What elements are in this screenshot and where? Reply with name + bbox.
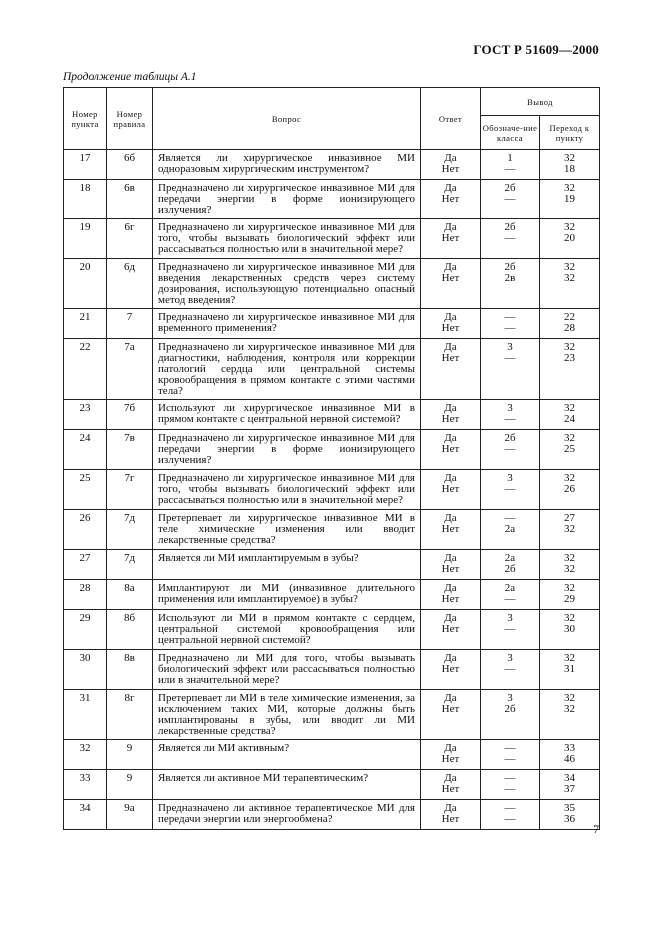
class-designation-value: 2а bbox=[504, 581, 516, 594]
go-to-item-cell bbox=[540, 150, 600, 180]
answer-cell bbox=[421, 509, 481, 549]
go-to-item-value: 32 bbox=[564, 551, 575, 564]
answer-value: Да bbox=[444, 801, 457, 814]
answer-value: Да bbox=[444, 511, 457, 524]
item-number-cell: 20 bbox=[64, 258, 107, 308]
table-row bbox=[64, 739, 600, 769]
class-designation-value: — bbox=[504, 193, 516, 206]
go-to-item-value: 34 bbox=[564, 771, 575, 784]
go-to-item-cell bbox=[540, 429, 600, 469]
item-number-cell: 27 bbox=[64, 549, 107, 579]
class-designation-value: — bbox=[504, 412, 516, 425]
answer-cell bbox=[421, 180, 481, 219]
go-to-item-value: 32 bbox=[564, 401, 575, 414]
table-row bbox=[64, 769, 600, 799]
go-to-item-value: 32 bbox=[564, 562, 575, 575]
table-row bbox=[64, 180, 600, 219]
rule-number-cell: 7в bbox=[107, 429, 153, 469]
class-designation-cell bbox=[481, 769, 540, 799]
go-to-item-cell bbox=[540, 739, 600, 769]
question-cell: Является ли МИ активным? bbox=[153, 739, 421, 769]
go-to-item-value: 35 bbox=[564, 801, 575, 814]
class-designation-cell bbox=[481, 399, 540, 429]
answer-value: Да bbox=[444, 771, 457, 784]
item-number-cell: 26 bbox=[64, 509, 107, 549]
go-to-item-value: 36 bbox=[564, 812, 575, 825]
go-to-item-value: 32 bbox=[564, 220, 575, 233]
go-to-item-value: 20 bbox=[564, 231, 575, 244]
rule-number-cell: 6б bbox=[107, 150, 153, 180]
class-designation-value: — bbox=[504, 771, 516, 784]
class-designation-value: — bbox=[504, 321, 516, 334]
header-output: Вывод bbox=[481, 88, 600, 116]
go-to-item-value: 29 bbox=[564, 592, 575, 605]
class-designation-value: 2б bbox=[504, 431, 516, 444]
go-to-item-cell bbox=[540, 469, 600, 509]
rule-number-cell: 8а bbox=[107, 579, 153, 609]
answer-value: Да bbox=[444, 182, 457, 194]
class-designation-cell bbox=[481, 218, 540, 258]
class-designation-value: 2б bbox=[504, 220, 516, 233]
go-to-item-value: 18 bbox=[564, 163, 575, 176]
header-rule-number: Номер правила bbox=[107, 88, 153, 150]
table-row bbox=[64, 799, 600, 829]
question-cell: Претерпевает ли МИ в теле химические изменения, за исключением таких МИ, которые должны быть имплантированы в зубы, или вводит ли МИ лекарственные средства? bbox=[153, 689, 421, 739]
answer-value: Да bbox=[444, 340, 457, 353]
class-designation-value: 3 bbox=[507, 691, 513, 704]
class-designation-value: — bbox=[504, 782, 516, 795]
page-number: 7 bbox=[593, 824, 599, 836]
go-to-item-value: 26 bbox=[564, 482, 575, 495]
class-designation-cell bbox=[481, 649, 540, 689]
go-to-item-cell bbox=[540, 218, 600, 258]
go-to-item-value: 32 bbox=[564, 260, 575, 273]
answer-cell bbox=[421, 739, 481, 769]
go-to-item-value: 32 bbox=[564, 581, 575, 594]
answer-value: Нет bbox=[441, 812, 460, 825]
go-to-item-cell bbox=[540, 308, 600, 338]
go-to-item-cell bbox=[540, 689, 600, 739]
class-designation-value: — bbox=[504, 511, 516, 524]
rule-number-cell: 7д bbox=[107, 509, 153, 549]
answer-value: Нет bbox=[441, 482, 460, 495]
table-row bbox=[64, 549, 600, 579]
class-designation-cell bbox=[481, 469, 540, 509]
question-cell: Используют ли МИ в прямом контакте с сердцем, центральной системой кровообращения или центральной нервной системой? bbox=[153, 609, 421, 649]
item-number-cell: 25 bbox=[64, 469, 107, 509]
go-to-item-value: 30 bbox=[564, 622, 575, 635]
answer-cell bbox=[421, 549, 481, 579]
go-to-item-value: 32 bbox=[564, 651, 575, 664]
header-answer: Ответ bbox=[421, 88, 481, 150]
class-designation-value: — bbox=[504, 231, 516, 244]
go-to-item-value: 23 bbox=[564, 351, 575, 364]
go-to-item-value: 31 bbox=[564, 662, 575, 675]
go-to-item-value: 32 bbox=[564, 611, 575, 624]
class-designation-value: — bbox=[504, 741, 516, 754]
class-designation-value: — bbox=[504, 163, 516, 176]
question-cell: Является ли МИ имплантируемым в зубы? bbox=[153, 549, 421, 579]
item-number-cell: 33 bbox=[64, 769, 107, 799]
rule-number-cell: 7 bbox=[107, 308, 153, 338]
class-designation-cell bbox=[481, 689, 540, 739]
item-number-cell: 24 bbox=[64, 429, 107, 469]
answer-value: Да bbox=[444, 471, 457, 484]
table-row bbox=[64, 609, 600, 649]
class-designation-cell bbox=[481, 549, 540, 579]
class-designation-cell bbox=[481, 180, 540, 219]
go-to-item-value: 27 bbox=[564, 511, 575, 524]
class-designation-cell bbox=[481, 739, 540, 769]
rule-number-cell: 6г bbox=[107, 218, 153, 258]
class-designation-value: 3 bbox=[507, 611, 513, 624]
answer-value: Нет bbox=[441, 442, 460, 455]
item-number-cell: 21 bbox=[64, 308, 107, 338]
go-to-item-cell bbox=[540, 649, 600, 689]
class-designation-cell bbox=[481, 799, 540, 829]
class-designation-value: — bbox=[504, 801, 516, 814]
answer-cell bbox=[421, 799, 481, 829]
table-row bbox=[64, 338, 600, 399]
answer-value: Нет bbox=[441, 412, 460, 425]
header-class-designation: Обозначе-ние класса bbox=[481, 116, 540, 150]
answer-cell bbox=[421, 469, 481, 509]
rule-number-cell: 7д bbox=[107, 549, 153, 579]
header-question: Вопрос bbox=[153, 88, 421, 150]
answer-cell bbox=[421, 689, 481, 739]
table-row bbox=[64, 150, 600, 180]
answer-value: Нет bbox=[441, 562, 460, 575]
item-number-cell: 31 bbox=[64, 689, 107, 739]
question-cell: Имплантируют ли МИ (инвазивное длительного применения или имплантируемое) в зубы? bbox=[153, 579, 421, 609]
answer-value: Нет bbox=[441, 592, 460, 605]
answer-value: Нет bbox=[441, 662, 460, 675]
question-cell: Предназначено ли хирургическое инвазивное МИ для того, чтобы вызывать биологический эффект или рассасываться полностью или в значительной мере? bbox=[153, 469, 421, 509]
table-row bbox=[64, 509, 600, 549]
class-designation-cell bbox=[481, 579, 540, 609]
go-to-item-value: 32 bbox=[564, 702, 575, 715]
go-to-item-cell bbox=[540, 549, 600, 579]
class-designation-value: — bbox=[504, 310, 516, 323]
answer-value: Нет bbox=[441, 163, 460, 176]
answer-value: Нет bbox=[441, 193, 460, 206]
go-to-item-cell bbox=[540, 579, 600, 609]
answer-cell bbox=[421, 609, 481, 649]
answer-value: Да bbox=[444, 741, 457, 754]
class-designation-cell bbox=[481, 509, 540, 549]
class-designation-cell bbox=[481, 429, 540, 469]
answer-value: Да bbox=[444, 651, 457, 664]
go-to-item-value: 24 bbox=[564, 412, 575, 425]
answer-cell bbox=[421, 218, 481, 258]
class-designation-value: 3 bbox=[507, 340, 513, 353]
table-continuation-caption: Продолжение таблицы А.1 bbox=[63, 71, 197, 83]
table-body bbox=[64, 150, 600, 830]
table-row bbox=[64, 649, 600, 689]
rule-number-cell: 9 bbox=[107, 739, 153, 769]
answer-value: Да bbox=[444, 431, 457, 444]
item-number-cell: 18 bbox=[64, 180, 107, 219]
answer-value: Нет bbox=[441, 321, 460, 334]
go-to-item-value: 37 bbox=[564, 782, 575, 795]
item-number-cell: 19 bbox=[64, 218, 107, 258]
go-to-item-value: 22 bbox=[564, 310, 575, 323]
table-row bbox=[64, 579, 600, 609]
answer-value: Нет bbox=[441, 752, 460, 765]
go-to-item-value: 32 bbox=[564, 182, 575, 194]
class-designation-value: 2а bbox=[504, 551, 516, 564]
rule-number-cell: 9а bbox=[107, 799, 153, 829]
go-to-item-value: 33 bbox=[564, 741, 575, 754]
answer-cell bbox=[421, 150, 481, 180]
class-designation-value: 3 bbox=[507, 401, 513, 414]
table-row bbox=[64, 469, 600, 509]
go-to-item-cell bbox=[540, 609, 600, 649]
table-row bbox=[64, 399, 600, 429]
item-number-cell: 23 bbox=[64, 399, 107, 429]
class-designation-value: 2б bbox=[504, 260, 516, 273]
table-row bbox=[64, 689, 600, 739]
question-cell: Предназначено ли хирургическое инвазивное МИ для передачи энергии в форме ионизирующего излучения? bbox=[153, 429, 421, 469]
question-cell: Предназначено ли хирургическое инвазивное МИ для введения лекарственных средств через систему дозирования, использующую потенциально опасный метод введения? bbox=[153, 258, 421, 308]
go-to-item-value: 46 bbox=[564, 752, 575, 765]
answer-value: Нет bbox=[441, 522, 460, 535]
item-number-cell: 32 bbox=[64, 739, 107, 769]
table-row bbox=[64, 218, 600, 258]
header-go-to-item: Переход к пункту bbox=[540, 116, 600, 150]
classification-table bbox=[63, 87, 600, 830]
class-designation-value: — bbox=[504, 592, 516, 605]
answer-value: Нет bbox=[441, 622, 460, 635]
answer-value: Нет bbox=[441, 271, 460, 284]
answer-cell bbox=[421, 258, 481, 308]
class-designation-cell bbox=[481, 258, 540, 308]
class-designation-cell bbox=[481, 308, 540, 338]
answer-value: Да bbox=[444, 611, 457, 624]
answer-value: Да bbox=[444, 260, 457, 273]
go-to-item-value: 25 bbox=[564, 442, 575, 455]
header-item-number: Номер пункта bbox=[64, 88, 107, 150]
table-row bbox=[64, 429, 600, 469]
go-to-item-value: 32 bbox=[564, 471, 575, 484]
rule-number-cell: 7г bbox=[107, 469, 153, 509]
question-cell: Предназначено ли МИ для того, чтобы вызывать биологический эффект или рассасываться полностью или в значительной мере? bbox=[153, 649, 421, 689]
rule-number-cell: 8в bbox=[107, 649, 153, 689]
go-to-item-cell bbox=[540, 399, 600, 429]
go-to-item-cell bbox=[540, 338, 600, 399]
class-designation-value: 2б bbox=[504, 562, 516, 575]
go-to-item-value: 32 bbox=[564, 340, 575, 353]
question-cell: Предназначено ли хирургическое инвазивное МИ для диагностики, наблюдения, контроля или коррекции патологий сердца или центральной системы кровообращения в прямом контакте с этими частями тела? bbox=[153, 338, 421, 399]
go-to-item-value: 32 bbox=[564, 691, 575, 704]
class-designation-value: 3 bbox=[507, 651, 513, 664]
answer-value: Да bbox=[444, 152, 457, 164]
question-cell: Предназначено ли хирургическое инвазивное МИ для временного применения? bbox=[153, 308, 421, 338]
answer-value: Нет bbox=[441, 702, 460, 715]
answer-cell bbox=[421, 579, 481, 609]
item-number-cell: 34 bbox=[64, 799, 107, 829]
answer-value: Да bbox=[444, 551, 457, 564]
answer-value: Нет bbox=[441, 351, 460, 364]
document-code: ГОСТ Р 51609—2000 bbox=[473, 42, 599, 57]
table-row bbox=[64, 258, 600, 308]
rule-number-cell: 7а bbox=[107, 338, 153, 399]
class-designation-cell bbox=[481, 338, 540, 399]
class-designation-value: 2в bbox=[504, 271, 516, 284]
class-designation-value: 1 bbox=[507, 152, 513, 164]
class-designation-value: — bbox=[504, 812, 516, 825]
answer-value: Да bbox=[444, 691, 457, 704]
rule-number-cell: 8г bbox=[107, 689, 153, 739]
class-designation-value: — bbox=[504, 442, 516, 455]
question-cell: Используют ли хирургическое инвазивное МИ в прямом контакте с центральной нервной системой? bbox=[153, 399, 421, 429]
answer-cell bbox=[421, 769, 481, 799]
go-to-item-cell bbox=[540, 769, 600, 799]
answer-value: Нет bbox=[441, 782, 460, 795]
item-number-cell: 22 bbox=[64, 338, 107, 399]
rule-number-cell: 8б bbox=[107, 609, 153, 649]
go-to-item-cell bbox=[540, 799, 600, 829]
answer-cell bbox=[421, 429, 481, 469]
class-designation-value: 3 bbox=[507, 471, 513, 484]
question-cell: Предназначено ли хирургическое инвазивное МИ для того, чтобы вызывать биологический эффект или рассасываться полностью или в значительной мере? bbox=[153, 218, 421, 258]
question-cell: Является ли активное МИ терапевтическим? bbox=[153, 769, 421, 799]
item-number-cell: 17 bbox=[64, 150, 107, 180]
go-to-item-cell bbox=[540, 509, 600, 549]
go-to-item-value: 32 bbox=[564, 522, 575, 535]
go-to-item-value: 32 bbox=[564, 431, 575, 444]
answer-cell bbox=[421, 308, 481, 338]
class-designation-value: — bbox=[504, 622, 516, 635]
answer-value: Нет bbox=[441, 231, 460, 244]
class-designation-value: — bbox=[504, 482, 516, 495]
rule-number-cell: 6в bbox=[107, 180, 153, 219]
answer-value: Да bbox=[444, 401, 457, 414]
go-to-item-value: 28 bbox=[564, 321, 575, 334]
item-number-cell: 30 bbox=[64, 649, 107, 689]
go-to-item-cell bbox=[540, 180, 600, 219]
answer-value: Да bbox=[444, 220, 457, 233]
class-designation-cell bbox=[481, 609, 540, 649]
answer-value: Да bbox=[444, 310, 457, 323]
item-number-cell: 28 bbox=[64, 579, 107, 609]
go-to-item-value: 32 bbox=[564, 271, 575, 284]
go-to-item-value: 32 bbox=[564, 152, 575, 164]
question-cell: Предназначено ли хирургическое инвазивное МИ для передачи энергии в форме ионизирующего излучения? bbox=[153, 180, 421, 219]
class-designation-cell bbox=[481, 150, 540, 180]
rule-number-cell: 6д bbox=[107, 258, 153, 308]
class-designation-value: — bbox=[504, 662, 516, 675]
question-cell: Предназначено ли активное терапевтическое МИ для передачи энергии или энергообмена? bbox=[153, 799, 421, 829]
answer-value: Да bbox=[444, 581, 457, 594]
question-cell: Является ли хирургическое инвазивное МИ одноразовым хирургическим инструментом? bbox=[153, 150, 421, 180]
answer-cell bbox=[421, 338, 481, 399]
class-designation-value: — bbox=[504, 752, 516, 765]
item-number-cell: 29 bbox=[64, 609, 107, 649]
class-designation-value: 2б bbox=[504, 702, 516, 715]
answer-cell bbox=[421, 649, 481, 689]
go-to-item-cell bbox=[540, 258, 600, 308]
go-to-item-value: 19 bbox=[564, 193, 575, 206]
rule-number-cell: 9 bbox=[107, 769, 153, 799]
class-designation-value: 2а bbox=[504, 522, 516, 535]
question-cell: Претерпевает ли хирургическое инвазивное МИ в теле химические изменения или вводит лекарственные средства? bbox=[153, 509, 421, 549]
rule-number-cell: 7б bbox=[107, 399, 153, 429]
class-designation-value: — bbox=[504, 351, 516, 364]
table-row bbox=[64, 308, 600, 338]
class-designation-value: 2б bbox=[504, 182, 516, 194]
answer-cell bbox=[421, 399, 481, 429]
